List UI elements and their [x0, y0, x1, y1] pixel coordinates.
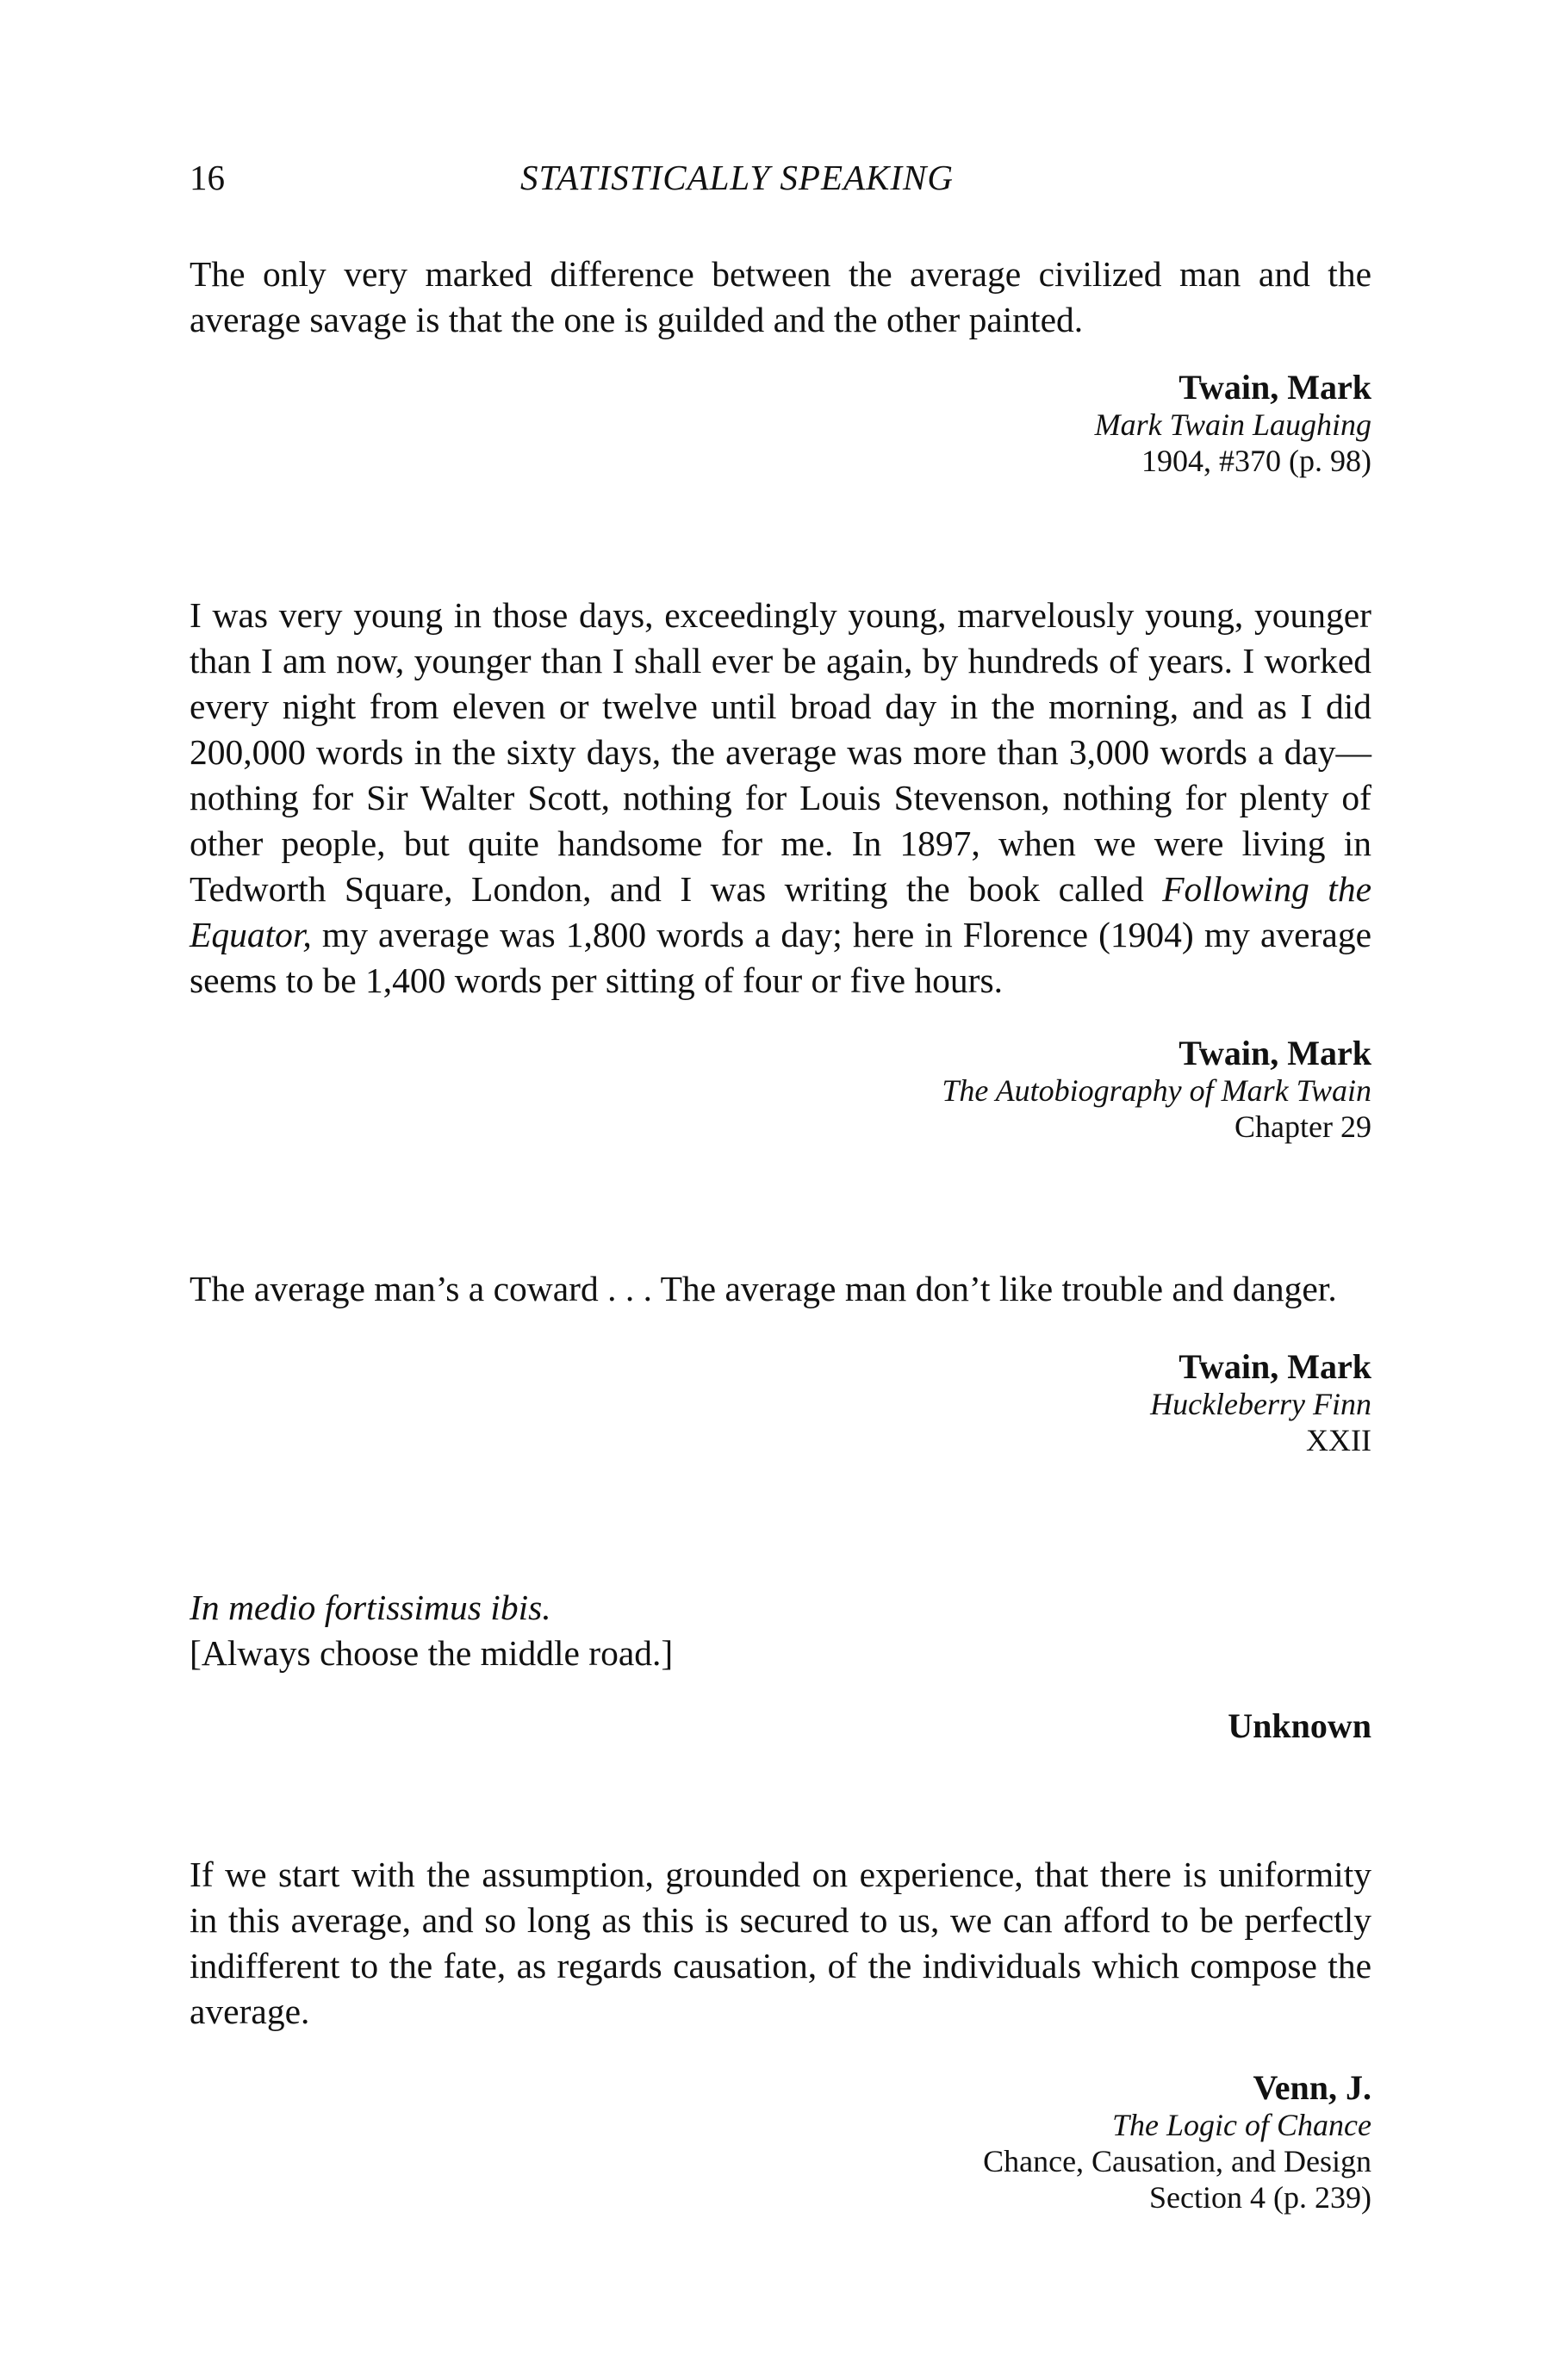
quote-1: [190, 252, 1371, 479]
latin-quote: In medio fortissimus ibis.: [190, 1588, 551, 1627]
author: Twain, Mark: [1179, 368, 1371, 407]
work-title: Mark Twain Laughing: [1094, 407, 1371, 442]
attribution: [190, 1348, 1371, 1458]
citation-detail: Chance, Causation, and Design: [983, 2144, 1371, 2178]
citation-detail: Section 4 (p. 239): [1149, 2180, 1371, 2215]
quote-2: [190, 593, 1371, 1145]
page-number: 16: [190, 158, 225, 197]
work-title: The Autobiography of Mark Twain: [942, 1073, 1371, 1108]
running-title: STATISTICALLY SPEAKING: [520, 158, 955, 197]
author: Unknown: [1228, 1706, 1371, 1745]
attribution: [190, 369, 1371, 479]
attribution: [190, 1035, 1371, 1145]
quote-text-part: I was very young in those days, exceedingly young, marvelously young, younger than I am now, younger than I shall ever be again, by hundreds of years. I worked every night from eleven or twelve until broad day in the morning, and as I did 200,000 words in the sixty days, the average was more than 3,000 words a day—nothing for Sir Walter Scott, nothing for Louis Stevenson, nothing for plenty of other people, but quite handsome for me. In 1897, when we were living in Tedworth Square, London, and I was writing the book called: [190, 595, 1371, 909]
author: Venn, J.: [1253, 2068, 1371, 2107]
work-title: The Logic of Chance: [1112, 2108, 1371, 2142]
book-page: [190, 0, 1371, 2380]
citation-detail: 1904, #370 (p. 98): [1141, 444, 1371, 478]
work-title: Huckleberry Finn: [1150, 1387, 1371, 1421]
attribution: [190, 1707, 1371, 1745]
quote-text: The average man’s a coward . . . The average man don’t like trouble and danger.: [190, 1269, 1337, 1308]
quote-text: [190, 1585, 1371, 1676]
quote-5: [190, 1852, 1371, 2215]
author: Twain, Mark: [1179, 1347, 1371, 1386]
quote-3: [190, 1266, 1371, 1458]
quote-4: [190, 1585, 1371, 1745]
quote-text: If we start with the assumption, grounded on experience, that there is uniformity in this average, and so long as this is secured to us, we can afford to be perfectly indifferent to the fate, as regards causation, of the individuals which compose the average.: [190, 1855, 1371, 2031]
quote-text-part: my average was 1,800 words a day; here in Florence (1904) my average seems to be 1,400 words per sitting of four or five hours.: [190, 915, 1371, 1000]
translation: [Always choose the middle road.]: [190, 1633, 674, 1673]
author: Twain, Mark: [1179, 1034, 1371, 1072]
quote-text: [190, 593, 1371, 1004]
citation-detail: Chapter 29: [1234, 1109, 1371, 1144]
book-title-italic: Following the Equator,: [190, 869, 1371, 954]
citation-detail: XXII: [1306, 1423, 1371, 1457]
attribution: [190, 2069, 1371, 2215]
quote-text: The only very marked difference between the average civilized man and the average savage is that the one is guilded and the other painted.: [190, 254, 1371, 339]
page-header: [190, 157, 1371, 208]
